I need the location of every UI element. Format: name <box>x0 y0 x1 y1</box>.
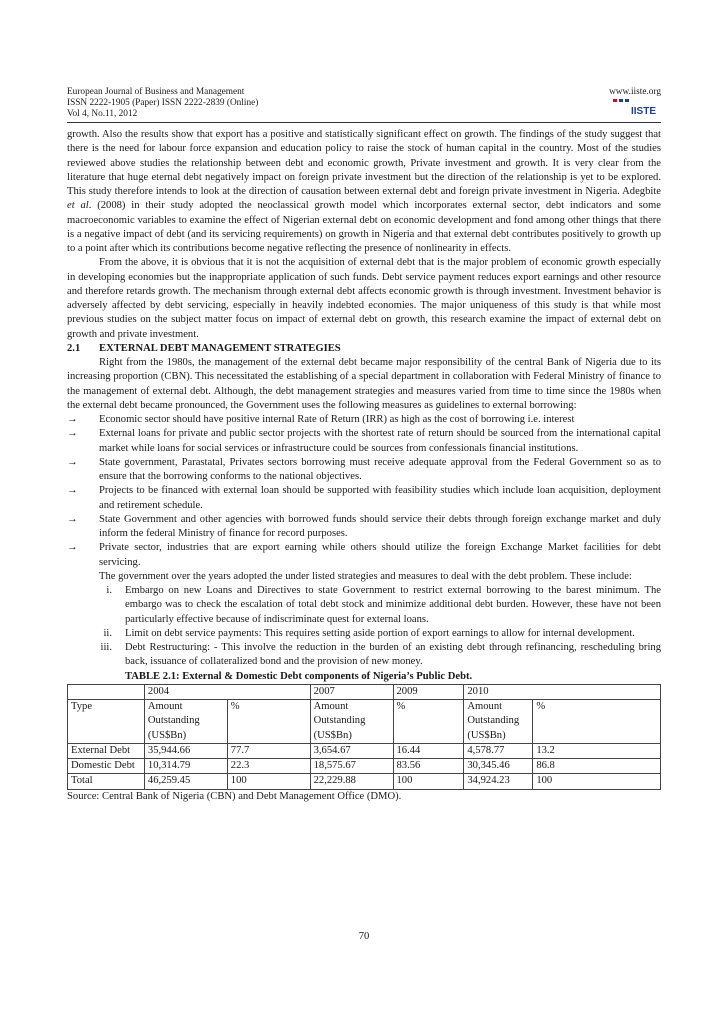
article-body <box>67 128 661 804</box>
guideline-item: → Private sector, industries that are export earning while others should utilize the foreign Exchange Market facilities for debt servicing. <box>67 541 661 570</box>
debt-table <box>67 684 661 790</box>
guideline-item: → State government, Parastatal, Privates sectors borrowing must receive adequate approval from the Federal Government so as to ensure that the borrowing conforms to the national objectives. <box>67 456 661 485</box>
table-row: External Debt 35,944.66 77.7 3,654.67 16.44 4,578.77 13.2 <box>68 743 661 758</box>
header-rule <box>67 122 661 123</box>
arrow-icon: → <box>67 456 78 468</box>
guideline-item: → Projects to be financed with external loan should be supported with feasibility studies which include loan acquisition, deployment and retirement schedule. <box>67 484 661 513</box>
table-header-row: Type Amount Outstanding (US$Bn) % Amount Outstanding (US$Bn) % Amount Outstanding (US$Bn) % <box>68 700 661 744</box>
page-number: 70 <box>358 931 370 942</box>
arrow-icon: → <box>67 485 78 497</box>
arrow-icon: → <box>67 513 78 525</box>
paragraph-3: Right from the 1980s, the management of the external debt became major responsibility of the central Bank of Nigeria due to its increasing proportion (CBN). This necessitated the establishing of a special department in collaboration with Federal Ministry of finance to the management of external debt. Although, the debt management strategies and measures varied from time to time since the 1980s when the external debt became pronounced, the Government uses the following measures as guidelines to external borrowing: <box>67 357 661 411</box>
table-row: Domestic Debt 10,314.79 22.3 18,575.67 83.56 30,345.46 86.8 <box>68 759 661 774</box>
svg-text:IISTE: IISTE <box>631 106 657 116</box>
table-caption: TABLE 2.1: External & Domestic Debt components of Nigeria’s Public Debt. <box>125 670 473 682</box>
journal-volume: Vol 4, No.11, 2012 <box>67 109 138 120</box>
journal-header <box>67 87 661 121</box>
arrow-icon: → <box>67 428 78 440</box>
paragraph-2: From the above, it is obvious that it is not the acquisition of external debt that is the major problem of economic growth especially in developing economies but the inappropriate application of such funds. Debt service payment reduces export earnings and other resource and therefore retards growth. The mechanism through external debt affects economic growth is through investment. Investment behavior is adversely affected by debt servicing, especially in heavily indebted economies. The major uniqueness of this study is that while most previous studies on the subject matter focus on impact of external debt on growth, this research examine the impact of external debt on growth and private investment. <box>67 257 661 340</box>
section-heading: 2.1 EXTERNAL DEBT MANAGEMENT STRATEGIES <box>67 342 341 354</box>
paragraph-4: The government over the years adopted the under listed strategies and measures to deal with the debt problem. These include: <box>99 570 632 582</box>
journal-url[interactable]: www.iiste.org <box>609 87 661 97</box>
iiste-logo <box>611 98 661 116</box>
arrow-icon: → <box>67 414 78 425</box>
journal-issn: ISSN 2222-1905 (Paper) ISSN 2222-2839 (Online) <box>67 98 259 109</box>
list-item: ii. Limit on debt service payments: This requires setting aside portion of export earnings to allow for internal development. <box>103 627 635 639</box>
guideline-item: → Economic sector should have positive internal Rate of Return (IRR) as high as the cost of borrowing i.e. interest <box>67 413 661 427</box>
paragraph-1: growth. Also the results show that export has a positive and statistically significant effect on growth. The findings of the study suggest that there is the need for labour force expansion and education policy to raise the stock of human capital in the country. Most of the studies reviewed above studies the relationship between debt and economic growth, Private investment and growth. It is very clear from the literature that huge eternal debt negatively impact on foreign private investment but the direction of the relationship is yet to be explored. This study therefore intends to look at the direction of causation between external debt and foreign private investment in Nigeria. Adegbite et al. (2008) in their study adopted the neoclassical growth model which incorporates external sector, debt indicators and some macroeconomic variables to examine the effect of Nigerian external debt on economic development and fond among other things that there is a negative impact of debt (and its servicing requirements) on growth in Nigeria and that external debt contributes positively to growth up to a point after which its contributions become negative reflecting the presence of nonlinearity in effects. <box>67 129 661 254</box>
table-year-row: 2004 2007 2009 2010 <box>68 684 661 699</box>
journal-name: European Journal of Business and Management <box>67 87 245 97</box>
list-item: iii. Debt Restructuring: - This involve the reduction in the burden of an existing debt through refinancing, rescheduling bring back, issuance of collateralized bond and the provision of new money. <box>100 642 661 668</box>
guideline-item: → External loans for private and public sector projects with the shortest rate of return should be sourced from the international capital market while loans for social services or infrastructure could be sources from confessionals financial institutions. <box>67 427 661 456</box>
strategies-list <box>67 584 661 670</box>
arrow-icon: → <box>67 542 78 554</box>
list-item: i. Embargo on new Loans and Directives to state Government to restrict external borrowing to the barest minimum. The embargo was to check the escalation of total debt stock and minimize additional debt burden. However, these have not been particularly effective because of indiscriminate quest for external loans. <box>106 585 661 625</box>
guideline-item: → State Government and other agencies with borrowed funds should service their debts through foreign exchange market and duly inform the federal Ministry of finance for record purposes. <box>67 513 661 542</box>
table-row: Total 46,259.45 100 22,229.88 100 34,924.23 100 <box>68 774 661 789</box>
table-source: Source: Central Bank of Nigeria (CBN) and Debt Management Office (DMO). <box>67 790 402 802</box>
